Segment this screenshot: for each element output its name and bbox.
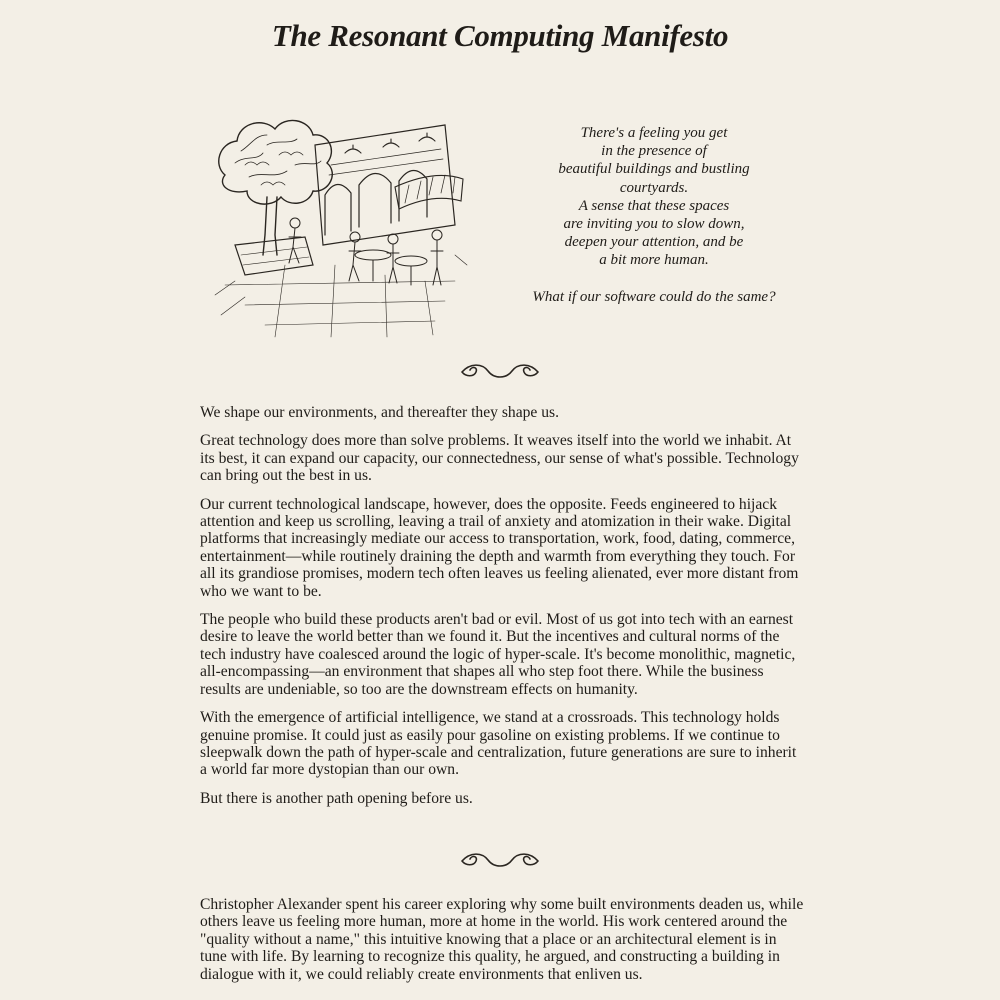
- courtyard-sketch-illustration: [205, 105, 470, 340]
- intro-question: What if our software could do the same?: [532, 288, 776, 305]
- intro-line: in the presence of: [601, 143, 707, 160]
- intro-line: beautiful buildings and bustling: [558, 161, 750, 178]
- page-title: The Resonant Computing Manifesto: [271, 18, 729, 53]
- paragraph: But there is another path opening before us.: [200, 789, 473, 807]
- intro-poem: [508, 124, 800, 306]
- paragraph: Great technology does more than solve problems. It weaves itself into the world we inhabit. At its best, it can expand our capacity, our connectedness, our sense of what's possible. Technology can bring out the best in us.: [200, 432, 799, 485]
- manifesto-section-1: [200, 404, 805, 818]
- intro-line: deepen your attention, and be: [564, 234, 744, 251]
- manifesto-section-2: [200, 896, 805, 994]
- intro-line: courtyards.: [619, 179, 689, 196]
- flourish-divider-icon: [460, 850, 540, 872]
- intro-line: a bit more human.: [599, 252, 709, 269]
- intro-line: are inviting you to slow down,: [563, 216, 745, 233]
- paragraph: Our current technological landscape, however, does the opposite. Feeds engineered to hijack attention and keep us scrolling, leaving a trail of anxiety and atomization in their wake. Digital platforms that increasingly mediate our access to transportation, work, food, dating, commerce, entertainment—while routinely draining the depth and warmth from everything they touch. For all its grandiose promises, modern tech often leaves us feeling alienated, ever more distant from who we want to be.: [200, 495, 799, 600]
- paragraph: The people who build these products aren't bad or evil. Most of us got into tech with an earnest desire to leave the world better than we found it. But the incentives and cultural norms of the tech industry have coalesced around the logic of hyper-scale. It's become monolithic, magnetic, all-encompassing—an environment that shapes all who step foot there. While the business results are undeniable, so too are the downstream effects on humanity.: [200, 611, 796, 698]
- paragraph: We shape our environments, and thereafter they shape us.: [200, 404, 560, 421]
- flourish-divider-icon: [460, 361, 540, 383]
- paragraph: Christopher Alexander spent his career exploring why some built environments deaden us, while others leave us feeling more human, more at home in the world. His work centered around the "quality without a name," this intuitive knowing that a place or an architectural element is in tune with life. By learning to recognize this quality, he argued, and constructing a building in dialogue with it, we could reliably create environments that enliven us.: [200, 896, 804, 983]
- intro-line: A sense that these spaces: [578, 197, 730, 214]
- paragraph: With the emergence of artificial intelligence, we stand at a crossroads. This technology holds genuine promise. It could just as easily pour gasoline on existing problems. If we continue to sleepwalk down the path of hyper-scale and centralization, future generations are sure to inherit a world far more dystopian than our own.: [200, 709, 797, 779]
- intro-line: There's a feeling you get: [580, 125, 728, 141]
